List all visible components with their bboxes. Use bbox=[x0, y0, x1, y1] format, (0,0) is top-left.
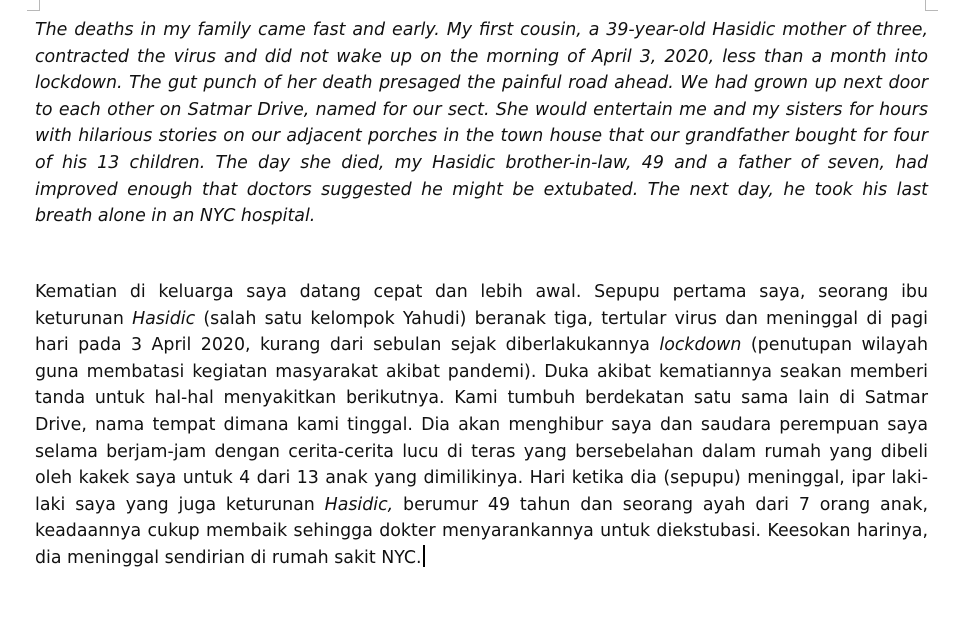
indonesian-paragraph[interactable] bbox=[35, 279, 928, 572]
indonesian-text-part-2: (salah satu kelompok Yahudi) beranak tiga, tertular virus dan meninggal di pagi hari pada 3 April 2020, kurang dari sebulan sejak diberlakukannya bbox=[35, 308, 928, 356]
indonesian-text-part-1: Kematian di keluarga saya datang cepat dan lebih awal. Sepupu pertama saya, seorang ibu keturunan bbox=[35, 282, 928, 329]
margin-corner-mark-right bbox=[925, 0, 938, 11]
margin-corner-mark-left bbox=[27, 0, 40, 11]
indonesian-text-part-4: berumur 49 tahun dan seorang ayah dari 7 orang anak, keadaannya cukup membaik sehingga dokter menyarankannya untuk diekstubasi. Keesokan harinya, dia meninggal sendirian di rumah sakit NYC. bbox=[35, 494, 928, 568]
english-paragraph[interactable]: The deaths in my family came fast and early. My first cousin, a 39-year-old Hasidic mother of three, contracted the virus and did not wake up on the morning of April 3, 2020, less than a month into lockdown. The gut punch of her death presaged the painful road ahead. We had grown up next door to each other on Satmar Drive, named for our sect. She would entertain me and my sisters for hours with hilarious stories on our adjacent porches in the town house that our grandfather bought for four of his 13 children. The day she died, my Hasidic brother-in-law, 49 and a father of seven, had improved enough that doctors suggested he might be extubated. The next day, he took his last breath alone in an NYC hospital. bbox=[35, 20, 928, 227]
indonesian-italic-term-2: lockdown bbox=[659, 335, 742, 356]
indonesian-italic-term-1: Hasidic bbox=[132, 308, 196, 329]
indonesian-text-part-3: (penutupan wilayah guna membatasi kegiatan masyarakat akibat pandemi). Duka akibat kematiannya seakan memberi tanda untuk hal-hal menyakitkan berikutnya. Kami tumbuh berdekatan satu sama lain di Satmar Drive, nama tempat dimana kami tinggal. Dia akan menghibur saya dan saudara perempuan saya selama berjam-jam dengan cerita-cerita lucu di teras yang bersebelahan dalam rumah yang dibeli oleh kakek saya untuk 4 dari 13 anak yang dimilikinya. Hari ketika dia (sepupu) meninggal, ipar laki-laki saya yang juga keturunan bbox=[35, 335, 928, 515]
text-cursor bbox=[423, 545, 425, 567]
indonesian-italic-term-3: Hasidic, bbox=[324, 494, 394, 515]
